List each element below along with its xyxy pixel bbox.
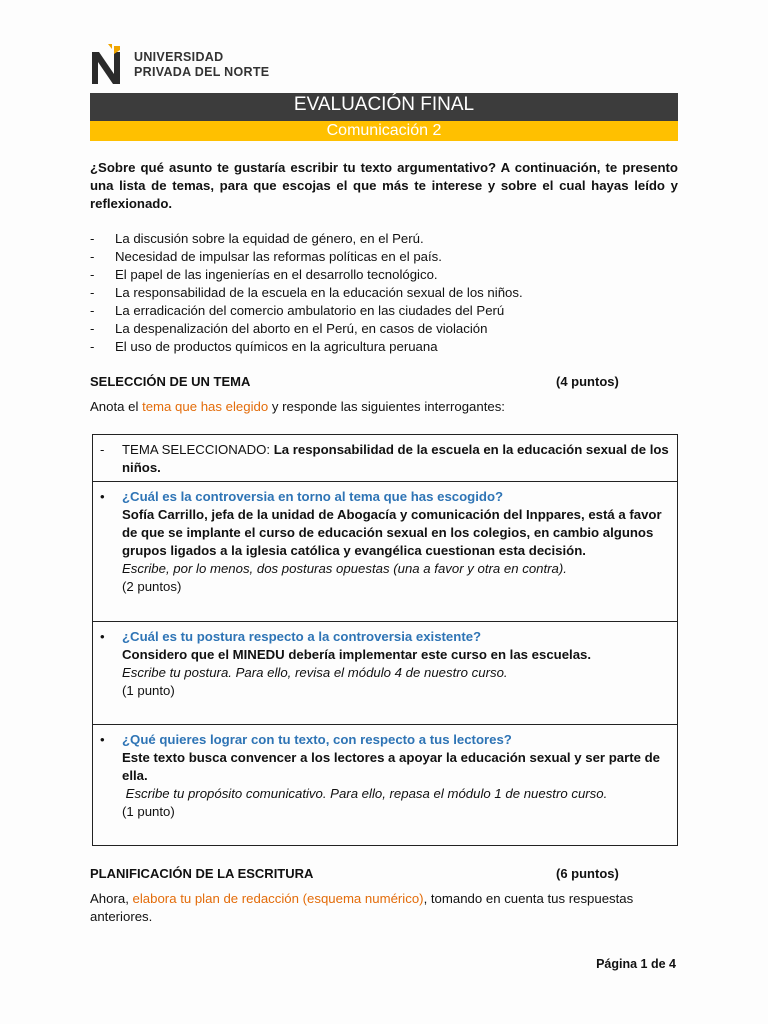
answer-text: Considero que el MINEDU debería implementar este curso en las escuelas. (122, 647, 592, 662)
upn-logo-icon (90, 44, 126, 86)
list-item: - El papel de las ingenierías en el desarrollo tecnológico. (90, 267, 438, 282)
list-item: - La discusión sobre la equidad de género, en el Perú. (90, 231, 424, 246)
list-item: - La responsabilidad de la escuela en la educación sexual de los niños. (90, 285, 523, 300)
question-text: ¿Qué quieres lograr con tu texto, con respecto a tus lectores? (122, 732, 512, 747)
points-text: (1 punto) (122, 804, 175, 819)
points-text: (1 punto) (122, 683, 175, 698)
bullet-icon: • (100, 489, 105, 504)
section-heading-tema: SELECCIÓN DE UN TEMA (4 puntos) (90, 374, 619, 389)
section-instruction: Ahora, elabora tu plan de redacción (esquema numérico), tomando en cuenta tus respuestas anteriores. (90, 891, 634, 924)
section-heading-planificacion: PLANIFICACIÓN DE LA ESCRITURA (6 puntos) (90, 866, 619, 881)
answer-table (92, 434, 678, 846)
section-points: (6 puntos) (556, 866, 619, 881)
question-text: ¿Cuál es la controversia en torno al tema que has escogido? (122, 489, 504, 504)
exam-title: EVALUACIÓN FINAL (90, 93, 678, 121)
section-instruction: Anota el tema que has elegido y responde las siguientes interrogantes: (90, 399, 505, 414)
list-item: - La erradicación del comercio ambulatorio en las ciudades del Perú (90, 303, 505, 318)
table-row (93, 724, 677, 845)
selected-topic-answer: La responsabilidad de la escuela en la educación sexual de los niños. (122, 442, 669, 475)
table-row: - TEMA SELECCIONADO: La responsabilidad de la escuela en la educación sexual de los niños. (100, 442, 669, 475)
topic-list (90, 230, 678, 356)
hint-text: Escribe, por lo menos, dos posturas opuestas (una a favor y otra en contra). (122, 561, 567, 576)
list-item: - La despenalización del aborto en el Perú, en casos de violación (90, 321, 488, 336)
selected-topic-label: TEMA SELECCIONADO (122, 442, 267, 457)
table-row (93, 621, 677, 724)
list-item: - El uso de productos químicos en la agricultura peruana (90, 339, 438, 354)
table-row (93, 481, 677, 621)
hint-text: Escribe tu postura. Para ello, revisa el módulo 4 de nuestro curso. (122, 665, 508, 680)
answer-text: Este texto busca convencer a los lectores a apoyar la educación sexual y ser parte de ella. (122, 750, 661, 783)
page-number: Página 1 de 4 (596, 957, 676, 971)
section-points: (4 puntos) (556, 374, 619, 389)
points-text: (2 puntos) (122, 579, 182, 594)
question-text: ¿Cuál es tu postura respecto a la controversia existente? (122, 629, 482, 644)
answer-text: Sofía Carrillo, jefa de la unidad de Abogacía y comunicación del Inppares, está a favor de que se implante el curso de educación sexual en los colegios, en cambio algunos grupos ligados a la iglesia católica y evangélica cuestionan esta decisión. (122, 507, 662, 558)
list-item: - Necesidad de impulsar las reformas políticas en el país. (90, 249, 442, 264)
university-logo (90, 42, 269, 88)
logo-line-2: PRIVADA DEL NORTE (134, 65, 270, 79)
course-subtitle: Comunicación 2 (90, 121, 678, 141)
bullet-icon: • (100, 732, 105, 747)
intro-paragraph: ¿Sobre qué asunto te gustaría escribir tu texto argumentativo? A continuación, te presento una lista de temas, para que escojas el que más te interese y sobre el cual hayas leído y reflexionado. (90, 160, 678, 211)
hint-text: Escribe tu propósito comunicativo. Para ello, repasa el módulo 1 de nuestro curso. (122, 786, 608, 801)
logo-line-1: UNIVERSIDAD (134, 50, 224, 64)
bullet-icon: • (100, 629, 105, 644)
